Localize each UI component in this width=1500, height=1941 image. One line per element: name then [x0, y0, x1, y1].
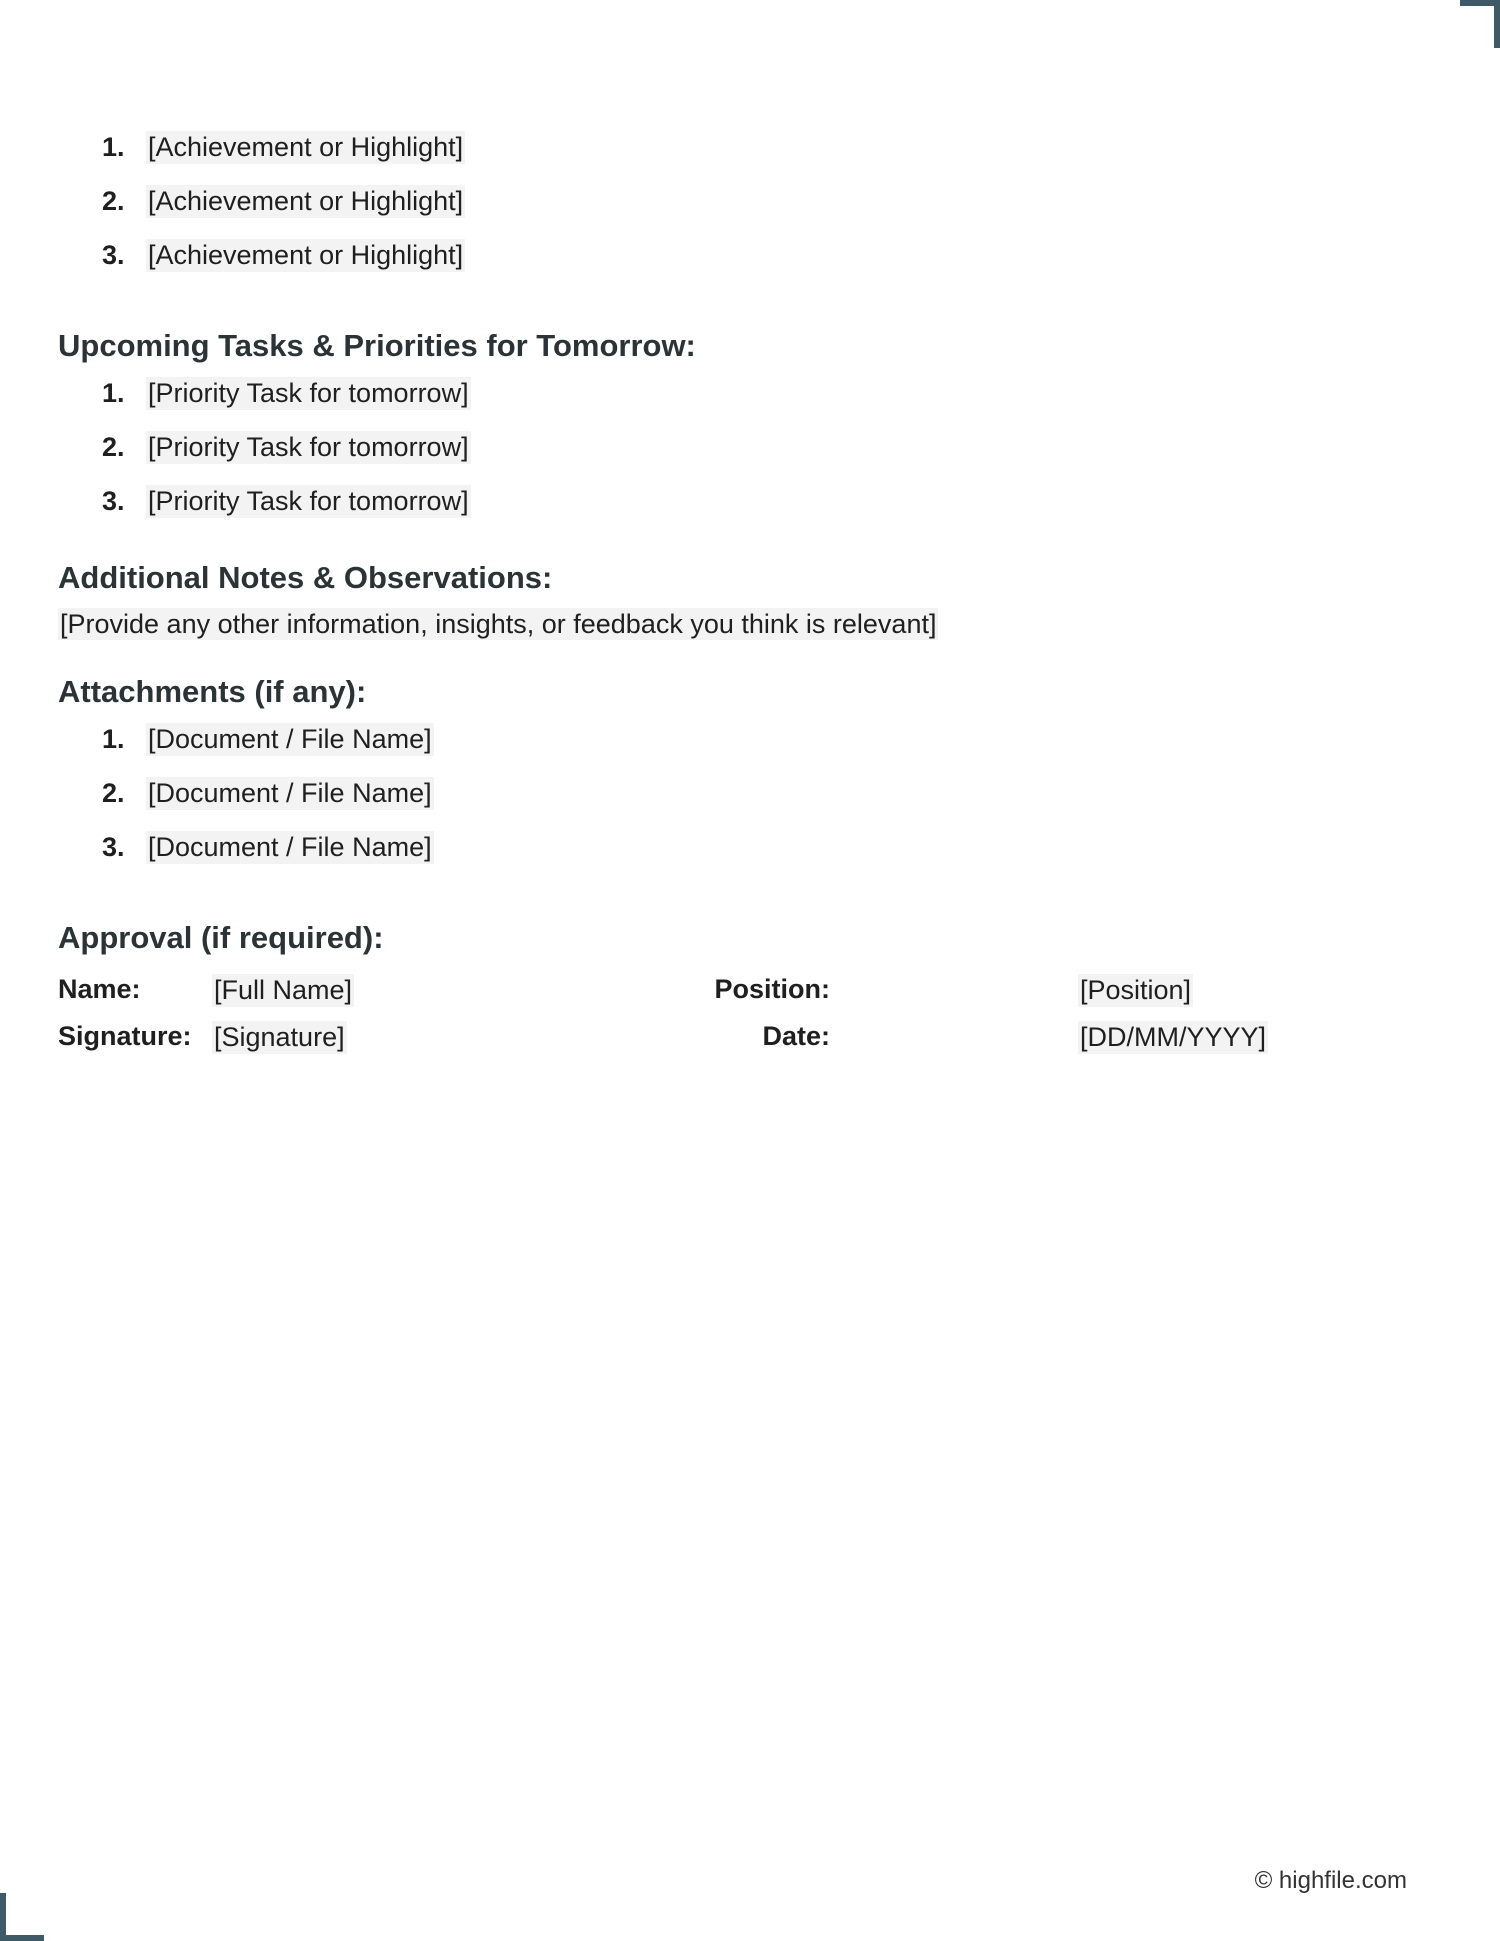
placeholder-text[interactable]: [Priority Task for tomorrow] [148, 485, 469, 516]
placeholder-text[interactable]: [Achievement or Highlight] [148, 239, 464, 270]
list-item: 3. [Achievement or Highlight] [102, 239, 464, 270]
corner-decoration-bottom-left [0, 1893, 44, 1941]
name-value[interactable]: [Full Name] [214, 975, 353, 1005]
upcoming-list [58, 366, 1438, 528]
placeholder-text[interactable]: [Priority Task for tomorrow] [148, 377, 469, 408]
document-body [58, 120, 1438, 1066]
signature-label: Signature: [58, 1021, 192, 1051]
date-value[interactable]: [DD/MM/YYYY] [1080, 1022, 1267, 1052]
position-label: Position: [714, 974, 830, 1004]
achievements-section [58, 120, 1438, 282]
list-item: 2. [Achievement or Highlight] [102, 185, 464, 216]
position-value[interactable]: [Position] [1080, 975, 1192, 1005]
signature-value[interactable]: [Signature] [214, 1022, 345, 1052]
date-label: Date: [762, 1021, 830, 1051]
list-item: 1. [Priority Task for tomorrow] [102, 377, 469, 408]
list-item: 1. [Achievement or Highlight] [102, 131, 464, 162]
list-item: 2. [Priority Task for tomorrow] [102, 431, 469, 462]
list-item: 2. [Document / File Name] [102, 777, 432, 808]
section-heading: Attachments (if any): [58, 674, 367, 709]
achievements-list [58, 120, 1438, 282]
section-heading: Approval (if required): [58, 920, 384, 955]
notes-placeholder[interactable]: [Provide any other information, insights, or feedback you think is relevant] [60, 609, 937, 639]
placeholder-text[interactable]: [Document / File Name] [148, 777, 432, 808]
corner-decoration-top-right [1460, 0, 1500, 48]
upcoming-section [58, 326, 1438, 528]
placeholder-text[interactable]: [Priority Task for tomorrow] [148, 431, 469, 462]
list-item: 3. [Priority Task for tomorrow] [102, 485, 469, 516]
attachments-section [58, 672, 1438, 874]
approval-fields [58, 966, 1438, 1066]
attachments-list [58, 712, 1438, 874]
section-heading: Additional Notes & Observations: [58, 560, 553, 595]
footer-copyright: © highfile.com [1254, 1867, 1407, 1894]
section-heading: Upcoming Tasks & Priorities for Tomorrow: [58, 328, 696, 363]
list-item: 1. [Document / File Name] [102, 723, 432, 754]
placeholder-text[interactable]: [Achievement or Highlight] [148, 185, 464, 216]
placeholder-text[interactable]: [Document / File Name] [148, 723, 432, 754]
list-item: 3. [Document / File Name] [102, 831, 432, 862]
approval-section [58, 918, 1438, 1066]
placeholder-text[interactable]: [Achievement or Highlight] [148, 131, 464, 162]
name-label: Name: [58, 974, 141, 1004]
notes-section [58, 558, 1438, 642]
placeholder-text[interactable]: [Document / File Name] [148, 831, 432, 862]
